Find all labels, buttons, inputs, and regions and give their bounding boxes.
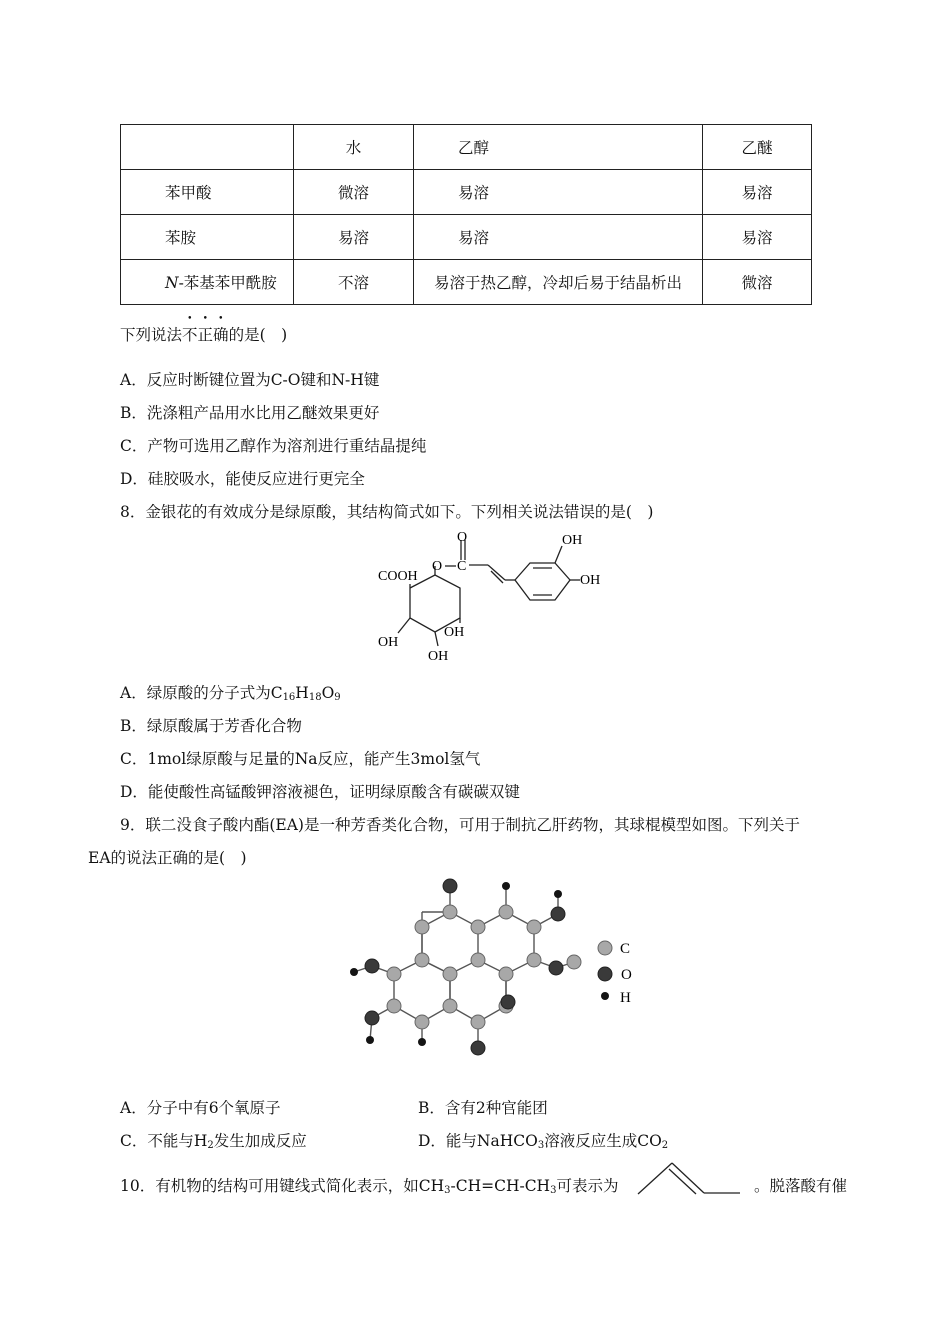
legend-hydrogen-ball <box>601 992 609 1000</box>
carbonyl-o-label: O <box>457 530 468 545</box>
table-header-cell: 乙醇 <box>414 125 703 170</box>
subscript: 9 <box>334 692 341 703</box>
butene-skeletal-formula <box>636 1160 746 1198</box>
q9-option-b[interactable]: B．含有2种官能团 <box>418 1099 548 1117</box>
q8-option-a[interactable] <box>120 681 341 703</box>
table-header-cell: 乙醚 <box>703 125 812 170</box>
carbon-atom <box>415 1015 429 1029</box>
option-text: 溶液反应生成CO <box>544 1132 662 1150</box>
table-row <box>121 170 812 215</box>
carbon-atom <box>443 905 457 919</box>
oxygen-atom <box>501 995 515 1009</box>
carbon-atom <box>415 953 429 967</box>
subscript: 18 <box>308 692 322 703</box>
q7-stem <box>120 323 287 345</box>
cooh-label: COOH <box>378 569 418 584</box>
q9-option-a[interactable]: A．分子中有6个氧原子 <box>120 1099 281 1117</box>
q8-option-b[interactable]: B．绿原酸属于芳香化合物 <box>120 717 302 735</box>
hydrogen-atom <box>366 1036 374 1044</box>
carbon-atom <box>499 905 513 919</box>
table-cell: 易溶 <box>294 215 414 260</box>
chlorogenic-acid-structure <box>370 528 620 668</box>
italic-n: N <box>165 274 179 292</box>
carbon-atoms <box>387 905 581 1029</box>
table-cell: 易溶 <box>414 170 703 215</box>
legend-carbon-label: C <box>620 941 631 957</box>
table-cell: 易溶 <box>703 170 812 215</box>
option-text: H <box>295 684 309 702</box>
option-text: A．绿原酸的分子式为C <box>120 684 283 702</box>
q10-text: -CH=CH-CH <box>450 1177 551 1195</box>
carbon-atom <box>387 999 401 1013</box>
table-cell: 苯甲酸 <box>121 170 294 215</box>
hydrogen-atom <box>554 890 562 898</box>
subscript: 3 <box>444 1185 451 1196</box>
subscript: 2 <box>207 1140 214 1151</box>
table-row <box>121 260 812 305</box>
option-text: C．不能与H <box>120 1132 208 1150</box>
subscript: 3 <box>537 1140 545 1151</box>
legend-oxygen-label: O <box>621 967 632 983</box>
table-header-row <box>121 125 812 170</box>
table-header-cell <box>121 125 294 170</box>
q10-stem-end: 。脱落酸有催 <box>754 1177 848 1195</box>
subscript: 16 <box>282 692 296 703</box>
carbon-atom <box>567 955 581 969</box>
carbon-atom <box>443 999 457 1013</box>
oh-label: OH <box>378 635 399 650</box>
q7-stem-text: 的是( ) <box>228 326 288 344</box>
oxygen-atom <box>549 961 563 975</box>
emphasis-char: 确 <box>213 326 229 344</box>
oxygen-atom <box>471 1041 485 1055</box>
carbon-atom <box>527 920 541 934</box>
carbon-atom <box>415 920 429 934</box>
q7-option-a[interactable]: A．反应时断键位置为C-O键和N-H键 <box>120 371 380 389</box>
carbon-atom <box>499 967 513 981</box>
q10-text: 10．有机物的结构可用键线式简化表示，如CH <box>120 1177 445 1195</box>
subscript: 3 <box>550 1185 557 1196</box>
option-text: O <box>321 684 335 702</box>
q9-option-c[interactable] <box>120 1129 307 1151</box>
oxygen-atom <box>365 959 379 973</box>
table-cell <box>121 260 294 305</box>
legend-hydrogen-label: H <box>620 990 631 1006</box>
q9-stem-line1: 9．联二没食子酸内酯(EA)是一种芳香类化合物，可用于制抗乙肝药物，其球棍模型如图。下列关于 <box>120 816 800 834</box>
oh-label: OH <box>580 573 601 588</box>
legend-oxygen-ball <box>598 967 612 981</box>
oh-label: OH <box>444 625 465 640</box>
q7-option-d[interactable]: D．硅胶吸水，能使反应进行更完全 <box>120 470 365 488</box>
table-cell: 易溶 <box>703 215 812 260</box>
q7-option-c[interactable]: C．产物可选用乙醇作为溶剂进行重结晶提纯 <box>120 437 427 455</box>
ea-ball-stick-model <box>340 872 650 1062</box>
q9-stem-line2: EA的说法正确的是( ) <box>88 849 247 867</box>
table-cell: 苯胺 <box>121 215 294 260</box>
legend-carbon-ball <box>598 941 612 955</box>
carbon-atom <box>471 920 485 934</box>
carbon-atom <box>387 967 401 981</box>
carbon-atom <box>443 967 457 981</box>
compound-name: -苯基苯甲酰胺 <box>178 274 277 292</box>
oxygen-atom <box>551 907 565 921</box>
table-header-cell: 水 <box>294 125 414 170</box>
hydrogen-atom <box>350 968 358 976</box>
hydrogen-atom <box>502 882 510 890</box>
oxygen-atom <box>365 1011 379 1025</box>
q9-option-d[interactable] <box>418 1129 668 1151</box>
oh-label: OH <box>562 533 583 548</box>
table-row <box>121 215 812 260</box>
carbon-atom <box>471 953 485 967</box>
table-cell: 易溶 <box>414 215 703 260</box>
q10-text: 可表示为 <box>556 1177 619 1195</box>
carbon-atom <box>471 1015 485 1029</box>
ester-c-label: C <box>457 559 467 574</box>
ester-o-label: O <box>432 559 443 574</box>
table-cell: 易溶于热乙醇，冷却后易于结晶析出 <box>414 260 703 305</box>
q8-option-c[interactable]: C．1mol绿原酸与足量的Na反应，能产生3mol氢气 <box>120 750 481 768</box>
solubility-table <box>120 124 812 305</box>
oh-label: OH <box>428 649 449 664</box>
q7-stem-text: 下列说法 <box>120 326 183 344</box>
q10-stem <box>120 1174 618 1196</box>
q8-stem: 8．金银花的有效成分是绿原酸，其结构简式如下。下列相关说法错误的是( ) <box>120 503 654 521</box>
hydrogen-atom <box>418 1038 426 1046</box>
table-cell: 微溶 <box>703 260 812 305</box>
oxygen-atom <box>443 879 457 893</box>
emphasis-char: 不 <box>182 326 198 344</box>
q7-option-b[interactable]: B．洗涤粗产品用水比用乙醚效果更好 <box>120 404 380 422</box>
emphasis-char: 正 <box>197 326 214 344</box>
option-text: 发生加成反应 <box>213 1132 307 1150</box>
table-cell: 不溶 <box>294 260 414 305</box>
carbon-atom <box>527 953 541 967</box>
q8-option-d[interactable]: D．能使酸性高锰酸钾溶液褪色，证明绿原酸含有碳碳双键 <box>120 783 520 801</box>
subscript: 2 <box>661 1140 669 1151</box>
option-text: D．能与NaHCO <box>418 1132 538 1150</box>
table-cell: 微溶 <box>294 170 414 215</box>
